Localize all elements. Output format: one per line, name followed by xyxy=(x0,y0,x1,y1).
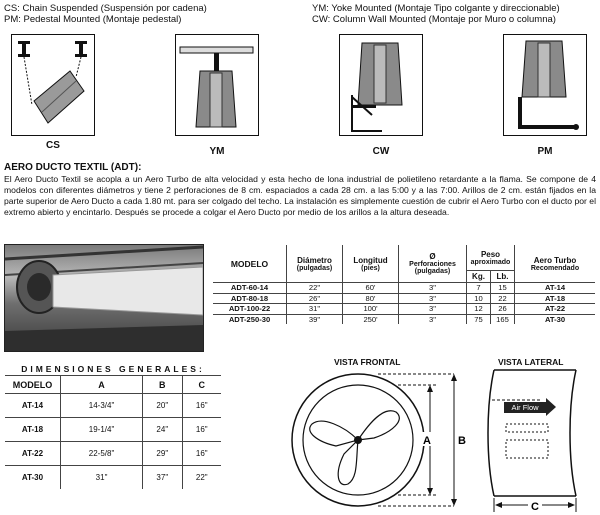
dim-a-label: A xyxy=(423,435,431,447)
mount-cw-label: CW xyxy=(372,146,390,157)
table-row: AT-18 19-1/4" 24" 16" xyxy=(5,418,222,442)
mount-cs-illustration xyxy=(11,34,95,136)
side-view-diagram xyxy=(476,366,596,512)
side-view-label: VISTA LATERAL xyxy=(498,357,564,367)
table-row: AT-22 22-5/8" 29" 16" xyxy=(5,442,222,466)
legend-cs: CS: Chain Suspended (Suspensión por cadena) xyxy=(4,3,207,14)
dim-b-label: B xyxy=(458,435,466,447)
legend-cw: CW: Column Wall Mounted (Montaje por Muro o columna) xyxy=(312,14,556,25)
models-table xyxy=(212,244,596,325)
dim-col-b: B xyxy=(143,376,182,394)
table-row: ADT-250-30 39" 250' 3" 75 165 AT-30 xyxy=(213,314,596,325)
table-row: ADT-80-18 26" 80' 3" 10 22 AT-18 xyxy=(213,293,596,304)
dimensions-table xyxy=(4,361,222,490)
mount-pm-label: PM xyxy=(537,146,553,157)
front-view-diagram xyxy=(278,366,470,512)
dim-col-modelo: MODELO xyxy=(5,376,61,394)
legend-ym: YM: Yoke Mounted (Montaje Tipo colgante y direccionable) xyxy=(312,3,560,14)
dim-col-a: A xyxy=(61,376,143,394)
front-view-label: VISTA FRONTAL xyxy=(334,357,401,367)
mount-ym-illustration xyxy=(175,34,259,136)
dim-col-c: C xyxy=(182,376,221,394)
section-title: AERO DUCTO TEXTIL (ADT): xyxy=(4,162,142,173)
col-kg: Kg. xyxy=(467,271,491,283)
mount-ym-label: YM xyxy=(209,146,225,157)
description-paragraph: El Aero Ducto Textil se acopla a un Aero Turbo de alta velocidad y esta hecho de lona industrial de polietileno retardante a la flama. Se compone de 4 modelos con diferentes diámetros y tiene 2 perforaciones de 8 cm. espaciados a cada 28 cm. a las 5:00 y a las 7:00. Arillos de 2 cm. están fijados en la parte superior de Aero Ducto a cada 1.80 mt. para ser colgado del techo. La instalación es simplemente cuestión de cubrir el Aero Turbo con el ducto por el extremo abierto y encintarlo. Después se procede a colgar el Aero Ducto por medio de los arillos a la altura deseada. xyxy=(4,174,596,217)
col-turbo: Aero Turbo Recomendado xyxy=(515,245,596,283)
table-row: ADT-60-14 22" 60' 3" 7 15 AT-14 xyxy=(213,283,596,294)
dimensions-title: DIMENSIONES GENERALES: xyxy=(5,362,222,376)
col-peso: Peso aproximado xyxy=(467,245,515,271)
airflow-label: Air Flow xyxy=(511,403,539,412)
col-perforaciones: Ø Perforaciones (pulgadas) xyxy=(399,245,467,283)
col-modelo: MODELO xyxy=(213,245,287,283)
installation-photo xyxy=(4,244,204,352)
legend-pm: PM: Pedestal Mounted (Montaje pedestal) xyxy=(4,14,182,25)
col-lb: Lb. xyxy=(491,271,515,283)
mount-cw-illustration xyxy=(339,34,423,136)
table-row: AT-30 31" 37" 22" xyxy=(5,466,222,490)
table-row: ADT-100-22 31" 100' 3" 12 26 AT-22 xyxy=(213,304,596,315)
dim-c-label: C xyxy=(531,501,539,512)
mount-cs-label: CS xyxy=(46,140,60,151)
table-row: AT-14 14-3/4" 20" 16" xyxy=(5,394,222,418)
mount-pm-illustration xyxy=(503,34,587,136)
col-diametro: Diámetro (pulgadas) xyxy=(287,245,343,283)
col-longitud: Longitud (pies) xyxy=(343,245,399,283)
